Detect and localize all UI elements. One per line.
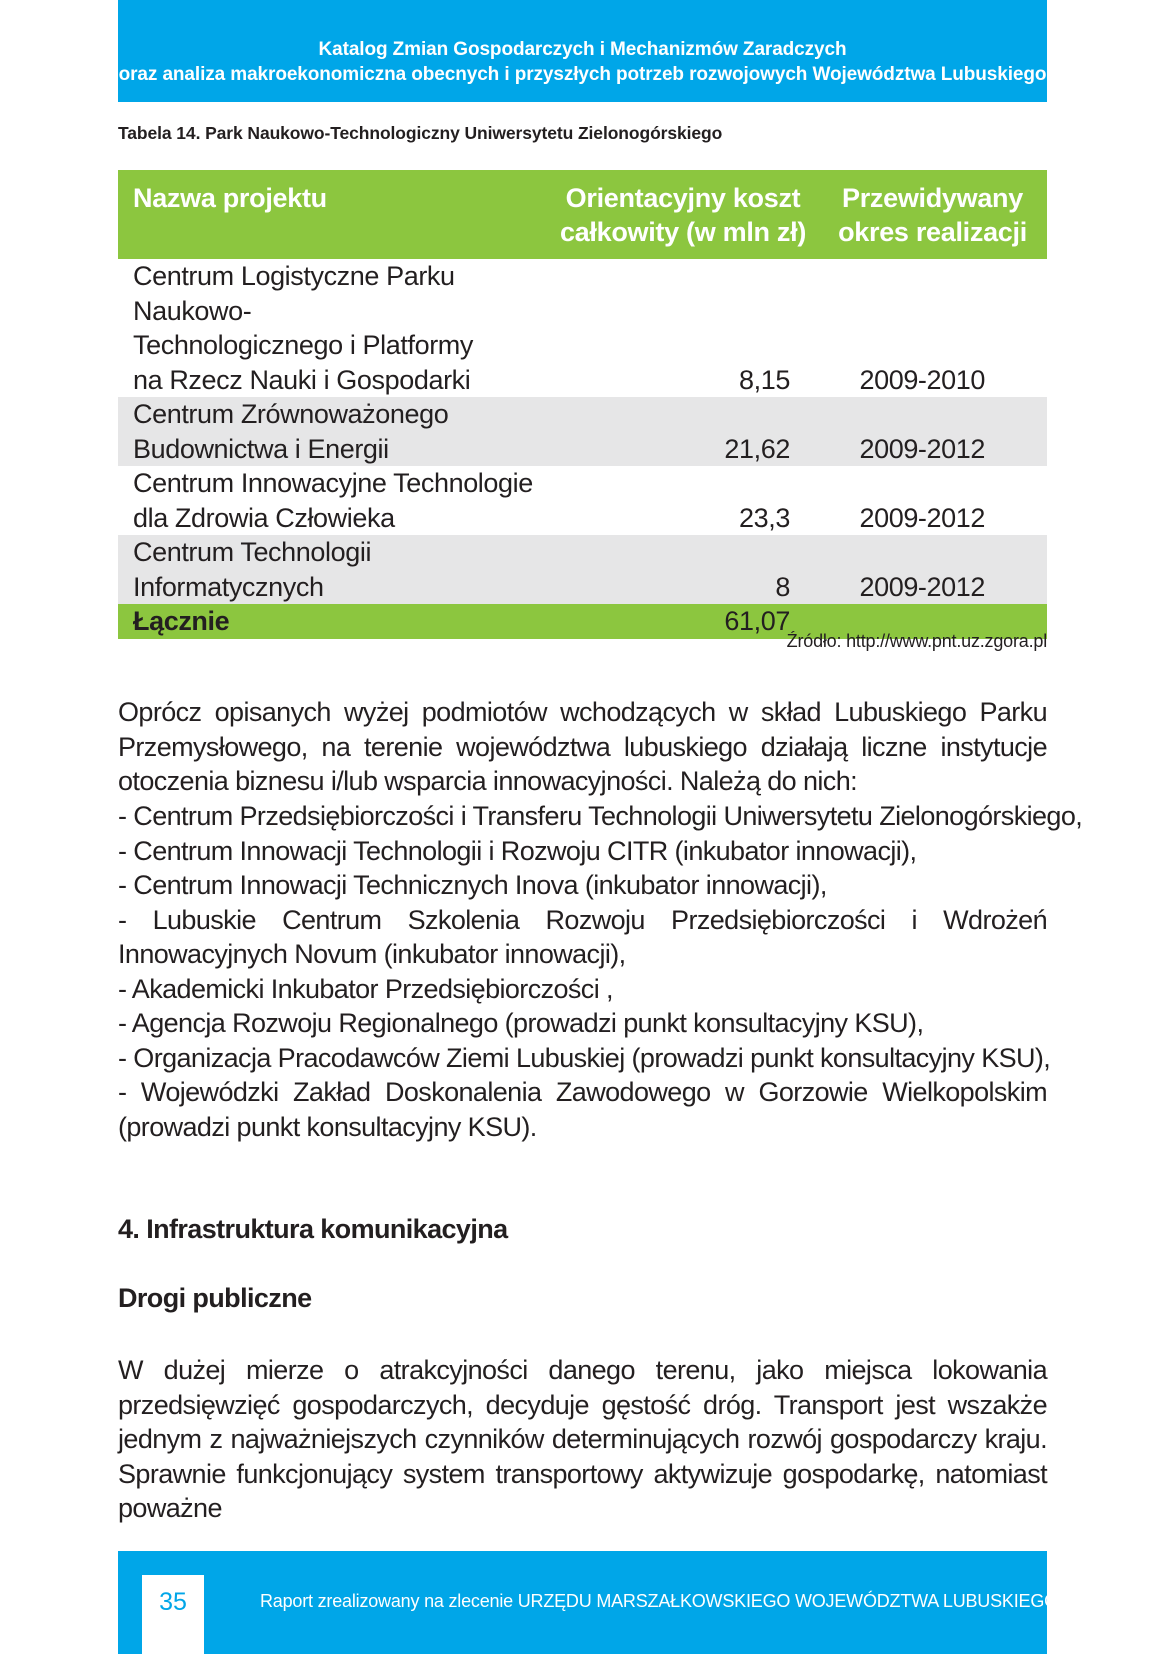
header-period-line2: okres realizacji bbox=[838, 217, 1027, 247]
project-name-line: Technologicznego i Platformy bbox=[133, 330, 473, 360]
list-item: - Centrum Innowacji Technologii i Rozwoju CITR (inkubator innowacji), bbox=[118, 835, 917, 866]
header-band bbox=[118, 0, 1047, 102]
list-item: - Agencja Rozwoju Regionalnego (prowadzi punkt konsultacyjny KSU), bbox=[118, 1008, 924, 1038]
table-header-row bbox=[118, 170, 1047, 259]
period-cell: 2009-2012 bbox=[818, 535, 1047, 604]
list-item: - Organizacja Pracodawców Ziemi Lubuskiej (prowadzi punkt konsultacyjny KSU), bbox=[118, 1042, 1051, 1073]
total-label: Łącznie bbox=[118, 604, 548, 639]
table-row bbox=[118, 397, 1047, 466]
list-item: - Lubuskie Centrum Szkolenia Rozwoju Przedsiębiorczości i Wdrożeń Innowacyjnych Novum (inkubator innowacji), bbox=[118, 904, 1047, 969]
header-cost-line2: całkowity (w mln zł) bbox=[559, 217, 807, 247]
project-name-line: dla Zdrowia Człowieka bbox=[133, 502, 395, 533]
project-name-cell bbox=[118, 466, 548, 535]
header-cost bbox=[548, 170, 818, 259]
period-cell: 2009-2012 bbox=[859, 502, 985, 533]
table-source: Źródło: http://www.pnt.uz.zgora.pl bbox=[786, 631, 1047, 651]
project-name-cell bbox=[118, 397, 548, 466]
subsection-heading: Drogi publiczne bbox=[118, 1283, 312, 1313]
roads-paragraph-text: W dużej mierze o atrakcyjności danego terenu, jako miejsca lokowania przedsięwzięć gospodarczych, decyduje gęstość dróg. Transport jest wszakże jednym z najważniejszych czynników determinujących rozwój gospodarczy kraju. Sprawnie funkcjonujący system transportowy aktywizuje gospodarkę, natomiast poważne bbox=[118, 1355, 1047, 1523]
projects-table bbox=[118, 170, 1047, 639]
header-project-name: Nazwa projektu bbox=[118, 170, 548, 259]
header-cost-line1: Orientacyjny koszt bbox=[565, 183, 801, 213]
list-item: - Centrum Innowacji Technicznych Inova (inkubator innowacji), bbox=[118, 870, 827, 900]
table-caption: Tabela 14. Park Naukowo-Technologiczny Uniwersytetu Zielonogórskiego bbox=[118, 123, 723, 143]
project-name-line: Centrum Logistyczne Parku Naukowo- bbox=[133, 261, 455, 326]
section-heading: 4. Infrastruktura komunikacyjna bbox=[118, 1214, 508, 1244]
table-row bbox=[118, 259, 1047, 397]
project-name-line: na Rzecz Nauki i Gospodarki bbox=[133, 364, 471, 395]
institutions-list bbox=[118, 799, 1083, 1144]
header-title-line1: Katalog Zmian Gospodarczych i Mechanizmów Zaradczych bbox=[318, 39, 847, 60]
project-name-line: Centrum Zrównoważonego bbox=[133, 399, 449, 429]
table-row bbox=[118, 535, 1047, 604]
list-item: - Wojewódzki Zakład Doskonalenia Zawodowego w Gorzowie Wielkopolskim (prowadzi punkt konsultacyjny KSU). bbox=[118, 1077, 1047, 1142]
project-name-line: Centrum Technologii bbox=[133, 537, 372, 567]
roads-paragraph bbox=[118, 1353, 1047, 1526]
intro-paragraph: Oprócz opisanych wyżej podmiotów wchodzących w skład Lubuskiego Parku Przemysłowego, na terenie województwa lubuskiego działają liczne instytucje otoczenia biznesu i/lub wsparcia innowacyjności. Należą do nich: bbox=[118, 697, 1047, 796]
period-cell: 2009-2012 bbox=[818, 397, 1047, 466]
cost-cell: 23,3 bbox=[739, 502, 790, 533]
project-name-line: Centrum Innowacyjne Technologie bbox=[133, 468, 533, 498]
footer-text: Raport zrealizowany na zlecenie URZĘDU MARSZAŁKOWSKIEGO WOJEWÓDZTWA LUBUSKIEGO bbox=[260, 1591, 1058, 1611]
page-number: 35 bbox=[142, 1575, 204, 1654]
total-cost: 61,07 bbox=[548, 604, 818, 639]
cost-cell: 21,62 bbox=[548, 397, 818, 466]
project-name-cell bbox=[118, 259, 548, 397]
cost-cell: 8 bbox=[548, 535, 818, 604]
period-cell: 2009-2010 bbox=[859, 364, 985, 395]
cost-cell: 8,15 bbox=[739, 364, 790, 395]
project-name-cell bbox=[118, 535, 548, 604]
list-item: - Akademicki Inkubator Przedsiębiorczości , bbox=[118, 973, 613, 1004]
header-period-line1: Przewidywany bbox=[842, 183, 1023, 213]
header-title-line2: oraz analiza makroekonomiczna obecnych i przyszłych potrzeb rozwojowych Województwa Lubuskiego bbox=[118, 64, 1047, 85]
list-item: - Centrum Przedsiębiorczości i Transferu Technologii Uniwersytetu Zielonogórskiego, bbox=[118, 801, 1083, 831]
header-period bbox=[818, 170, 1047, 259]
project-name-line: Budownictwa i Energii bbox=[133, 433, 389, 464]
table-row bbox=[118, 466, 1047, 535]
project-name-line: Informatycznych bbox=[133, 571, 324, 602]
